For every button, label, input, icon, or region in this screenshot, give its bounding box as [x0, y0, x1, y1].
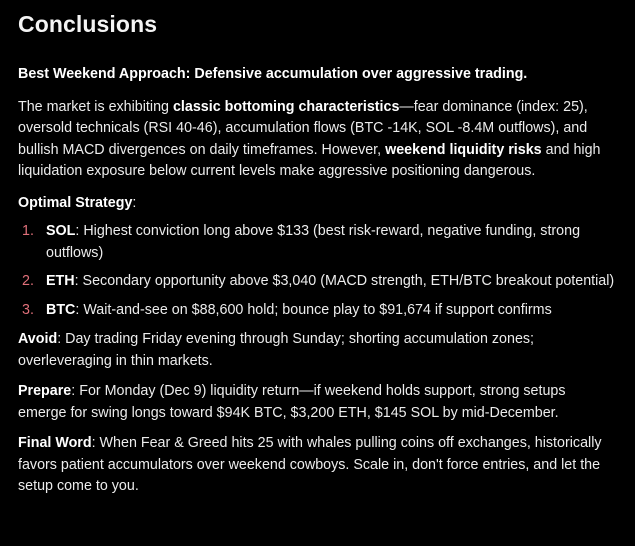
final-word-label: Final Word	[18, 435, 92, 451]
best-approach-label: Best Weekend Approach: Defensive accumulation over aggressive trading.	[18, 66, 528, 82]
list-item-text	[46, 300, 617, 322]
list-item	[18, 271, 617, 293]
avoid-label: Avoid	[18, 331, 58, 347]
market-text-1: The market is exhibiting	[18, 98, 173, 115]
asset-label: ETH	[46, 273, 75, 289]
avoid-paragraph	[18, 329, 617, 372]
asset-label: SOL	[46, 223, 76, 239]
page-title: Conclusions	[18, 11, 158, 37]
list-item	[18, 221, 617, 264]
list-number: 2.	[22, 273, 34, 289]
list-number: 3.	[22, 301, 34, 318]
item-description: : Secondary opportunity above $3,040 (MACD strength, ETH/BTC breakout potential)	[74, 273, 615, 289]
optimal-strategy-heading	[18, 193, 617, 215]
market-bold-1: classic bottoming characteristics	[172, 98, 400, 115]
optimal-strategy-colon: :	[132, 194, 137, 211]
item-description: : Highest conviction long above $133 (best risk-reward, negative funding, strong outflows)	[46, 223, 581, 261]
prepare-text: : For Monday (Dec 9) liquidity return—if weekend holds support, strong setups emerge for swing longs toward $94K BTC, $3,200 ETH, $145 SOL by mid-December.	[18, 383, 566, 421]
prepare-paragraph	[18, 381, 617, 424]
list-item-text	[46, 221, 617, 264]
final-word-paragraph	[18, 433, 617, 498]
optimal-strategy-label: Optimal Strategy	[18, 194, 133, 211]
list-item	[18, 300, 617, 322]
avoid-text: : Day trading Friday evening through Sunday; shorting accumulation zones; overleveraging in thin markets.	[18, 331, 535, 369]
item-description: : Wait-and-see on $88,600 hold; bounce play to $91,674 if support confirms	[75, 301, 552, 318]
final-word-text: : When Fear & Greed hits 25 with whales pulling coins off exchanges, historically favors patient accumulators over weekend cowboys. Scale in, don't force entries, and let the setup come to you.	[18, 435, 602, 494]
list-number: 1.	[22, 223, 34, 239]
best-approach-paragraph	[18, 64, 617, 86]
strategy-list	[18, 221, 617, 321]
market-bold-2: weekend liquidity risks	[385, 141, 542, 158]
list-item-text	[46, 271, 617, 293]
prepare-label: Prepare	[18, 383, 72, 399]
asset-label: BTC	[46, 301, 76, 318]
market-text-3: and high liquidation exposure below current levels make aggressive positioning dangerous.	[18, 141, 601, 179]
market-text-2: —fear dominance (index: 25), oversold technicals (RSI 40-46), accumulation flows (BTC -14K, SOL -8.4M outflows), and bullish MACD divergences on daily timeframes. However,	[18, 98, 588, 158]
market-paragraph	[18, 97, 617, 183]
